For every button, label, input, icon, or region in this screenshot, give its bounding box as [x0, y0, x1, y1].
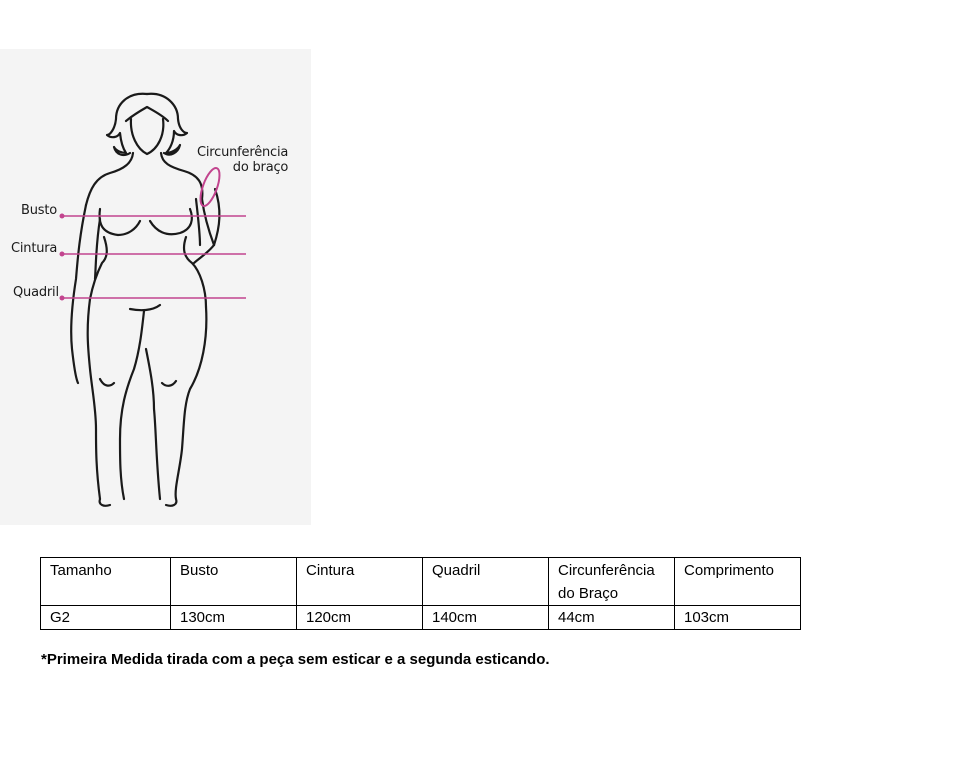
arm-label-line2: do braço — [232, 160, 289, 175]
cell-cintura: 120cm — [297, 606, 423, 630]
measurement-note: *Primeira Medida tirada com a peça sem esticar e a segunda esticando. — [41, 651, 550, 668]
cell-tamanho: G2 — [41, 606, 171, 630]
hip-label: Quadril — [13, 285, 59, 300]
arm-label-line1: Circunferência — [197, 145, 289, 160]
header-circunferencia-braco: Circunferência do Braço — [549, 558, 675, 606]
header-comprimento: Comprimento — [675, 558, 801, 606]
arm-circumference-label — [197, 145, 288, 175]
cell-quadril: 140cm — [423, 606, 549, 630]
header-tamanho: Tamanho — [41, 558, 171, 606]
size-table — [40, 557, 801, 630]
body-measurement-figure — [0, 49, 311, 525]
cell-comprimento: 103cm — [675, 606, 801, 630]
header-cintura: Cintura — [297, 558, 423, 606]
cell-circunferencia-braco: 44cm — [549, 606, 675, 630]
table-header-row — [41, 558, 801, 606]
header-busto: Busto — [171, 558, 297, 606]
table-row — [41, 606, 801, 630]
header-quadril: Quadril — [423, 558, 549, 606]
cell-busto: 130cm — [171, 606, 297, 630]
waist-label: Cintura — [11, 241, 58, 256]
bust-label: Busto — [21, 203, 57, 218]
